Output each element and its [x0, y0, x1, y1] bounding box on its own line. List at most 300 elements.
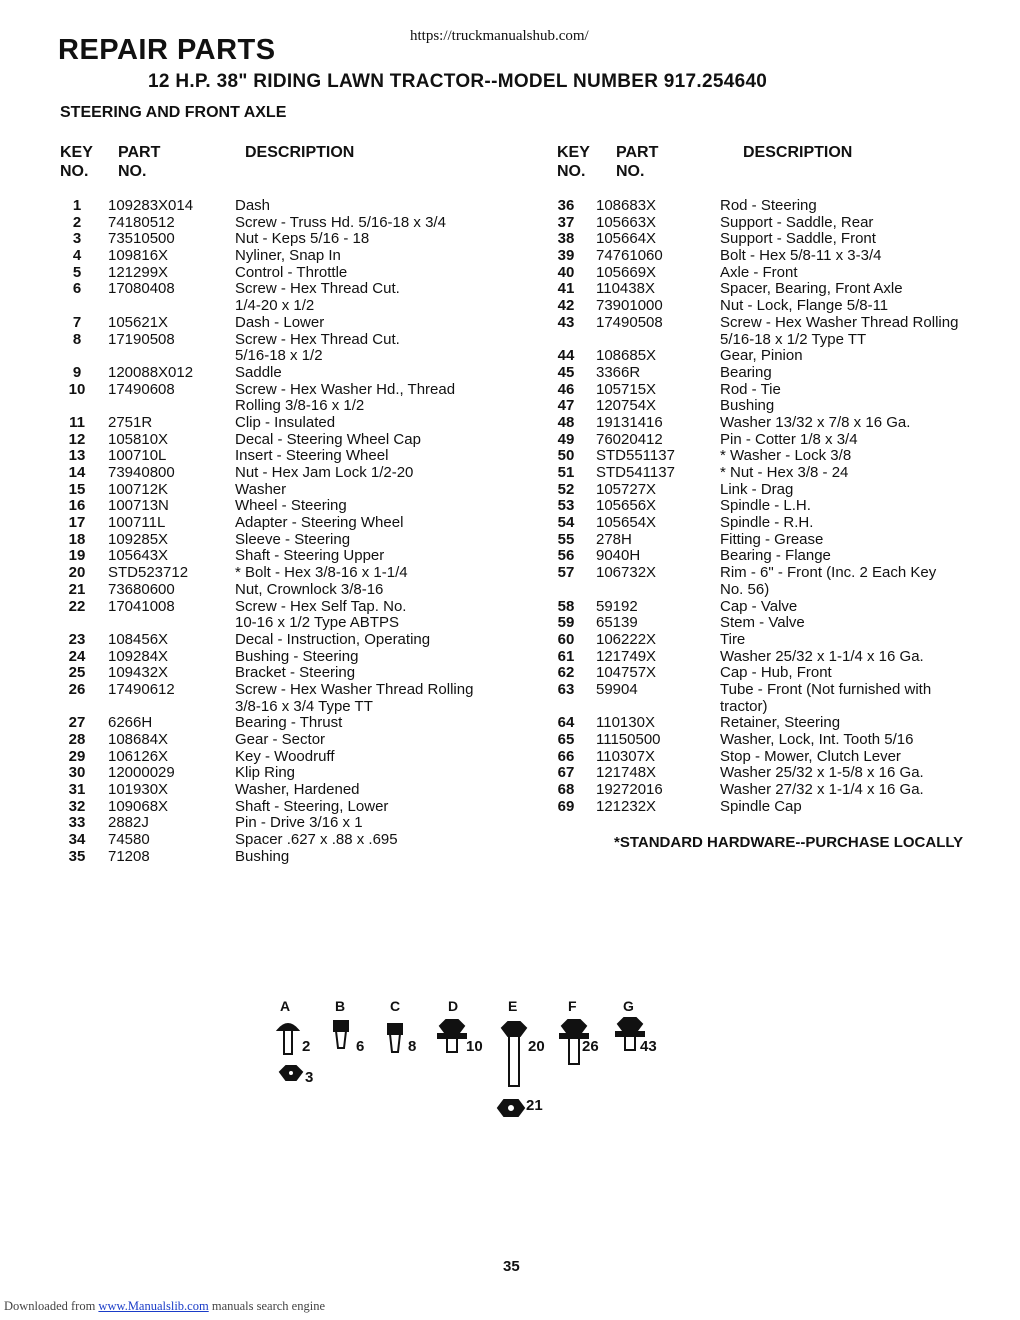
- key-number: 49: [557, 430, 575, 448]
- key-number: 64: [557, 714, 575, 732]
- part-number: 105656X: [596, 497, 657, 515]
- part-description: Support - Saddle, Front: [720, 230, 876, 248]
- key-number: 50: [557, 447, 575, 465]
- key-no-header-right: [557, 143, 590, 181]
- part-description: Decal - Instruction, Operating: [235, 630, 431, 648]
- parts-row: [46, 231, 516, 248]
- parts-row: [46, 665, 516, 682]
- key-26: 26: [582, 1038, 599, 1055]
- parts-row: [536, 281, 1006, 298]
- parts-row: [536, 432, 1006, 449]
- letter-a: A: [280, 998, 291, 1014]
- part-description: Dash - Lower: [235, 313, 325, 331]
- part-header-line2: NO.: [616, 163, 645, 180]
- parts-row: [536, 415, 1006, 432]
- key-number: 19: [68, 547, 86, 565]
- key-number: 22: [68, 597, 86, 615]
- part-description: tractor): [720, 697, 768, 715]
- parts-row: [536, 632, 1006, 649]
- key-8: 8: [408, 1038, 417, 1055]
- parts-row: [536, 365, 1006, 382]
- letter-c: C: [390, 998, 401, 1014]
- part-number: 100710L: [108, 447, 167, 465]
- parts-row: [46, 498, 516, 515]
- page-number: 35: [503, 1258, 520, 1275]
- key-number: 35: [68, 847, 86, 865]
- part-number: 108684X: [108, 731, 169, 748]
- part-number: 121232X: [596, 797, 657, 815]
- page-heading: REPAIR PARTS: [58, 34, 276, 66]
- part-description: Dash: [235, 197, 271, 214]
- part-number: 2751R: [108, 413, 153, 431]
- key-number: 6: [72, 280, 82, 298]
- parts-row: [46, 599, 516, 616]
- parts-row: [536, 198, 1006, 215]
- part-number: 120088X012: [108, 363, 194, 381]
- part-number: 121748X: [596, 764, 657, 782]
- part-number: 71208: [108, 847, 150, 865]
- key-number: 12: [68, 430, 86, 448]
- model-subtitle: 12 H.P. 38" RIDING LAWN TRACTOR--MODEL NUMBER 917.254640: [148, 71, 768, 92]
- key-number: 46: [557, 380, 575, 398]
- part-description: Bushing: [720, 397, 775, 415]
- parts-row: [46, 565, 516, 582]
- parts-row: [536, 448, 1006, 465]
- key-number: 34: [68, 831, 86, 849]
- truss-screw-icon: [278, 1024, 298, 1054]
- parts-row: [46, 515, 516, 532]
- part-description: Klip Ring: [235, 764, 296, 782]
- parts-row: [536, 699, 1006, 716]
- footer-suffix: manuals search engine: [211, 1299, 325, 1313]
- parts-row: [536, 732, 1006, 749]
- part-description: Tube - Front (Not furnished with: [720, 680, 932, 698]
- part-description: Spindle - R.H.: [720, 514, 814, 532]
- part-number: 17490612: [108, 680, 175, 698]
- key-number: 54: [557, 514, 575, 532]
- part-description: 3/8-16 x 3/4 Type TT: [235, 697, 373, 715]
- parts-row: [536, 465, 1006, 482]
- parts-row: [46, 832, 516, 849]
- key-number: 29: [68, 747, 86, 765]
- parts-row: [46, 699, 516, 716]
- key-number: 41: [557, 280, 575, 298]
- part-number: 105715X: [596, 380, 657, 398]
- key-number: 67: [557, 764, 575, 782]
- part-number: [108, 298, 235, 315]
- part-description: Bolt - Hex 5/8-11 x 3-3/4: [720, 247, 882, 265]
- key-number: 65: [557, 731, 575, 748]
- parts-row: [536, 332, 1006, 349]
- part-description: Control - Throttle: [235, 263, 348, 281]
- parts-row: [46, 615, 516, 632]
- part-description: Screw - Hex Thread Cut.: [235, 330, 400, 348]
- key-number: 14: [68, 464, 86, 481]
- part-description: Screw - Hex Thread Cut.: [235, 280, 400, 298]
- description-header-right: DESCRIPTION: [743, 144, 853, 161]
- part-description: Spindle Cap: [720, 797, 802, 815]
- key-number: 3: [72, 230, 82, 248]
- key-number: 47: [557, 397, 575, 415]
- parts-list-right: [536, 198, 1006, 815]
- key-number: 18: [68, 530, 86, 548]
- part-description: Link - Drag: [720, 480, 794, 498]
- parts-row: [536, 298, 1006, 315]
- part-number: 73940800: [108, 464, 175, 481]
- part-number: 3366R: [596, 363, 641, 381]
- part-number: STD541137: [596, 464, 675, 481]
- parts-row: [536, 532, 1006, 549]
- part-description: Spindle - L.H.: [720, 497, 811, 515]
- part-description: Bracket - Steering: [235, 664, 356, 682]
- hex-thread-cut-screw-2-icon: [388, 1024, 402, 1052]
- parts-row: [536, 382, 1006, 399]
- crownlock-nut-icon: [498, 1100, 524, 1116]
- part-number: 19131416: [596, 413, 663, 431]
- part-description: Clip - Insulated: [235, 413, 336, 431]
- part-description: Retainer, Steering: [720, 714, 841, 732]
- parts-row: [536, 682, 1006, 699]
- parts-row: [536, 665, 1006, 682]
- part-number: 110438X: [596, 280, 655, 298]
- part-number: 278H: [596, 530, 632, 548]
- part-number: [596, 332, 720, 349]
- part-description: Stem - Valve: [720, 614, 805, 632]
- parts-row: [536, 765, 1006, 782]
- parts-row: [536, 248, 1006, 265]
- key-3: 3: [305, 1069, 314, 1086]
- part-description: Bearing: [720, 363, 772, 381]
- key-number: 55: [557, 530, 575, 548]
- key-number: 45: [557, 363, 575, 381]
- part-number: 109285X: [108, 530, 169, 548]
- part-description: 5/16-18 x 1/2 Type TT: [720, 330, 867, 348]
- part-number: 108456X: [108, 630, 169, 648]
- hex-thread-cut-screw-icon: [334, 1021, 348, 1048]
- part-description: Pin - Drive 3/16 x 1: [235, 814, 363, 832]
- key-number: 39: [557, 247, 575, 265]
- part-description: 5/16-18 x 1/2: [235, 347, 323, 365]
- part-description: Sleeve - Steering: [235, 530, 351, 548]
- part-description: * Washer - Lock 3/8: [720, 447, 852, 465]
- part-number: 2882J: [108, 814, 149, 832]
- part-number: 73510500: [108, 230, 175, 248]
- part-number: 59904: [596, 680, 638, 698]
- part-number: 17190508: [108, 330, 175, 348]
- key-number: 60: [557, 630, 575, 648]
- part-number: 109432X: [108, 664, 169, 682]
- part-description: Spacer, Bearing, Front Axle: [720, 280, 903, 298]
- key-number: 56: [557, 547, 575, 565]
- key-number: 7: [72, 313, 82, 331]
- part-description: Nut - Keps 5/16 - 18: [235, 230, 370, 248]
- part-number: 109068X: [108, 797, 169, 815]
- part-number: 65139: [596, 614, 638, 632]
- parts-row: [536, 582, 1006, 599]
- key-number: [46, 348, 108, 365]
- parts-row: [46, 448, 516, 465]
- part-number: 108685X: [596, 347, 657, 365]
- key-number: [46, 298, 108, 315]
- part-description: Saddle: [235, 363, 282, 381]
- key-number: [536, 582, 596, 599]
- part-description: Rim - 6" - Front (Inc. 2 Each Key: [720, 564, 937, 582]
- key-number: 13: [68, 447, 86, 465]
- letter-b: B: [335, 998, 346, 1014]
- parts-row: [536, 565, 1006, 582]
- key-number: 38: [557, 230, 575, 248]
- parts-row: [46, 815, 516, 832]
- part-number: 106732X: [596, 564, 657, 582]
- parts-row: [46, 398, 516, 415]
- part-description: Shaft - Steering Upper: [235, 547, 385, 565]
- part-number: 100713N: [108, 497, 169, 515]
- parts-row: [46, 482, 516, 499]
- part-number: 74580: [108, 831, 150, 849]
- part-description: Stop - Mower, Clutch Lever: [720, 747, 901, 765]
- part-number: 19272016: [596, 781, 663, 799]
- parts-row: [536, 749, 1006, 766]
- key-number: 4: [72, 247, 82, 265]
- key-number: 33: [68, 814, 86, 832]
- parts-row: [46, 548, 516, 565]
- part-description: * Bolt - Hex 3/8-16 x 1-1/4: [235, 564, 408, 582]
- parts-row: [536, 482, 1006, 499]
- source-url[interactable]: https://truckmanualshub.com/: [410, 28, 589, 44]
- parts-row: [46, 649, 516, 666]
- part-number: STD523712: [108, 564, 189, 582]
- part-number: [108, 398, 235, 415]
- manualslib-link[interactable]: www.Manualslib.com: [98, 1299, 209, 1313]
- hardware-letters: [280, 998, 634, 1014]
- part-header-line2: NO.: [118, 163, 147, 180]
- parts-row: [46, 799, 516, 816]
- key-number: 32: [68, 797, 86, 815]
- part-description: No. 56): [720, 580, 770, 598]
- letter-e: E: [508, 998, 518, 1014]
- part-number: 104757X: [596, 664, 657, 682]
- parts-row: [46, 765, 516, 782]
- key-number: [536, 332, 596, 349]
- part-number: 105727X: [596, 480, 657, 498]
- parts-row: [536, 799, 1006, 816]
- part-number: 109283X014: [108, 197, 194, 214]
- part-number: [108, 615, 235, 632]
- key-number: [46, 398, 108, 415]
- key-number: 8: [72, 330, 82, 348]
- key-number: 48: [557, 413, 575, 431]
- part-description: Washer 27/32 x 1-1/4 x 16 Ga.: [720, 781, 924, 799]
- part-number: 17041008: [108, 597, 175, 615]
- part-number: 12000029: [108, 764, 175, 782]
- part-description: Screw - Truss Hd. 5/16-18 x 3/4: [235, 213, 446, 231]
- part-number: 101930X: [108, 781, 169, 799]
- footer-prefix: Downloaded from: [4, 1299, 96, 1313]
- key-number: 36: [557, 197, 575, 214]
- part-description: Axle - Front: [720, 263, 798, 281]
- parts-row: [536, 348, 1006, 365]
- part-number: 108683X: [596, 197, 657, 214]
- hardware-legend: [272, 996, 672, 1126]
- key-number: 52: [557, 480, 575, 498]
- parts-row: [46, 348, 516, 365]
- parts-row: [46, 432, 516, 449]
- part-number: 121749X: [596, 647, 657, 665]
- key-no-header: [60, 143, 93, 181]
- key-number: 16: [68, 497, 86, 515]
- part-description: Nut - Lock, Flange 5/8-11: [720, 297, 889, 315]
- key-header-line1: KEY: [557, 144, 590, 161]
- part-number: 110307X: [596, 747, 655, 765]
- key-6: 6: [356, 1038, 365, 1055]
- key-number: 11: [69, 413, 85, 431]
- part-number: 17490508: [596, 313, 663, 331]
- key-number: 9: [72, 363, 82, 381]
- key-number: 1: [72, 197, 82, 214]
- key-number: 2: [72, 213, 82, 231]
- key-header-line2: NO.: [60, 163, 89, 180]
- part-number: 100711L: [108, 514, 166, 532]
- part-description: Washer: [235, 480, 287, 498]
- key-number: 66: [557, 747, 575, 765]
- part-description: Cap - Valve: [720, 597, 798, 615]
- part-description: Nyliner, Snap In: [235, 247, 341, 265]
- parts-row: [46, 365, 516, 382]
- key-number: 23: [68, 630, 86, 648]
- part-number: 105643X: [108, 547, 169, 565]
- parts-row: [536, 782, 1006, 799]
- part-number: [108, 699, 235, 716]
- letter-d: D: [448, 998, 459, 1014]
- key-number: [46, 615, 108, 632]
- key-number: 15: [68, 480, 86, 498]
- parts-row: [46, 632, 516, 649]
- part-number: 105663X: [596, 213, 657, 231]
- parts-row: [536, 615, 1006, 632]
- parts-row: [536, 515, 1006, 532]
- part-number: 106126X: [108, 747, 169, 765]
- part-number: 121299X: [108, 263, 169, 281]
- part-number: 100712K: [108, 480, 169, 498]
- part-description: Support - Saddle, Rear: [720, 213, 874, 231]
- key-number: 21: [68, 580, 86, 598]
- key-20: 20: [528, 1038, 545, 1055]
- key-43: 43: [640, 1038, 657, 1055]
- part-no-header-right: [616, 143, 658, 181]
- part-description: Fitting - Grease: [720, 530, 824, 548]
- key-number: 53: [557, 497, 575, 515]
- key-number: 59: [557, 614, 575, 632]
- parts-row: [46, 415, 516, 432]
- part-number: 74180512: [108, 213, 175, 231]
- parts-row: [46, 749, 516, 766]
- part-description: Shaft - Steering, Lower: [235, 797, 389, 815]
- part-description: Rolling 3/8-16 x 1/2: [235, 397, 365, 415]
- key-number: 25: [68, 664, 86, 682]
- parts-row: [46, 732, 516, 749]
- parts-row: [536, 398, 1006, 415]
- key-number: 44: [557, 347, 575, 365]
- part-description: Rod - Tie: [720, 380, 781, 398]
- part-description: Screw - Hex Washer Hd., Thread: [235, 380, 456, 398]
- parts-row: [536, 715, 1006, 732]
- description-header: DESCRIPTION: [245, 144, 355, 161]
- key-number: 26: [68, 680, 86, 698]
- part-description: Insert - Steering Wheel: [235, 447, 389, 465]
- key-number: 28: [68, 731, 86, 748]
- part-number: 6266H: [108, 714, 153, 732]
- keps-nut-icon: [280, 1066, 302, 1080]
- key-number: 17: [68, 514, 86, 532]
- key-header-line2: NO.: [557, 163, 586, 180]
- key-number: 42: [557, 297, 575, 315]
- part-number: 59192: [596, 597, 638, 615]
- parts-list-left: [46, 198, 516, 866]
- hardware-key-numbers: [302, 1038, 657, 1114]
- hex-washer-screw-icon: [438, 1020, 466, 1052]
- part-number: 11150500: [596, 731, 661, 748]
- parts-row: [536, 231, 1006, 248]
- part-number: 105621X: [108, 313, 169, 331]
- part-description: Washer 25/32 x 1-5/8 x 16 Ga.: [720, 764, 924, 782]
- part-description: Washer, Lock, Int. Tooth 5/16: [720, 731, 914, 748]
- parts-row: [536, 315, 1006, 332]
- key-number: 62: [557, 664, 575, 682]
- part-number: 109284X: [108, 647, 169, 665]
- parts-row: [46, 682, 516, 699]
- part-number: 76020412: [596, 430, 663, 448]
- part-number: [108, 348, 235, 365]
- part-header-line1: PART: [616, 144, 659, 161]
- part-number: 110130X: [596, 714, 655, 732]
- key-21: 21: [526, 1097, 543, 1114]
- part-number: 105664X: [596, 230, 657, 248]
- key-number: [46, 699, 108, 716]
- parts-row: [46, 465, 516, 482]
- part-description: Key - Woodruff: [235, 747, 335, 765]
- key-number: 30: [68, 764, 86, 782]
- parts-row: [46, 582, 516, 599]
- part-description: Nut - Hex Jam Lock 1/2-20: [235, 464, 414, 481]
- part-number: [596, 582, 720, 599]
- part-number: 105669X: [596, 263, 657, 281]
- parts-row: [46, 315, 516, 332]
- parts-row: [46, 715, 516, 732]
- part-description: Bushing - Steering: [235, 647, 359, 665]
- parts-row: [46, 332, 516, 349]
- key-number: 69: [557, 797, 575, 815]
- part-description: Washer, Hardened: [235, 781, 360, 799]
- part-description: 10-16 x 1/2 Type ABTPS: [235, 614, 399, 632]
- part-description: Adapter - Steering Wheel: [235, 514, 404, 532]
- key-number: 37: [557, 213, 575, 231]
- key-number: 51: [557, 464, 575, 481]
- key-number: 61: [557, 647, 575, 665]
- parts-row: [46, 532, 516, 549]
- parts-row: [536, 649, 1006, 666]
- key-number: 24: [68, 647, 86, 665]
- standard-hardware-note: *STANDARD HARDWARE--PURCHASE LOCALLY: [614, 834, 964, 851]
- parts-row: [46, 382, 516, 399]
- key-number: 5: [72, 263, 82, 281]
- part-description: Decal - Steering Wheel Cap: [235, 430, 421, 448]
- section-title: STEERING AND FRONT AXLE: [60, 104, 287, 121]
- part-description: Bearing - Thrust: [235, 714, 343, 732]
- part-description: Tire: [720, 630, 746, 648]
- part-description: Cap - Hub, Front: [720, 664, 832, 682]
- part-description: Gear, Pinion: [720, 347, 803, 365]
- part-description: Wheel - Steering: [235, 497, 347, 515]
